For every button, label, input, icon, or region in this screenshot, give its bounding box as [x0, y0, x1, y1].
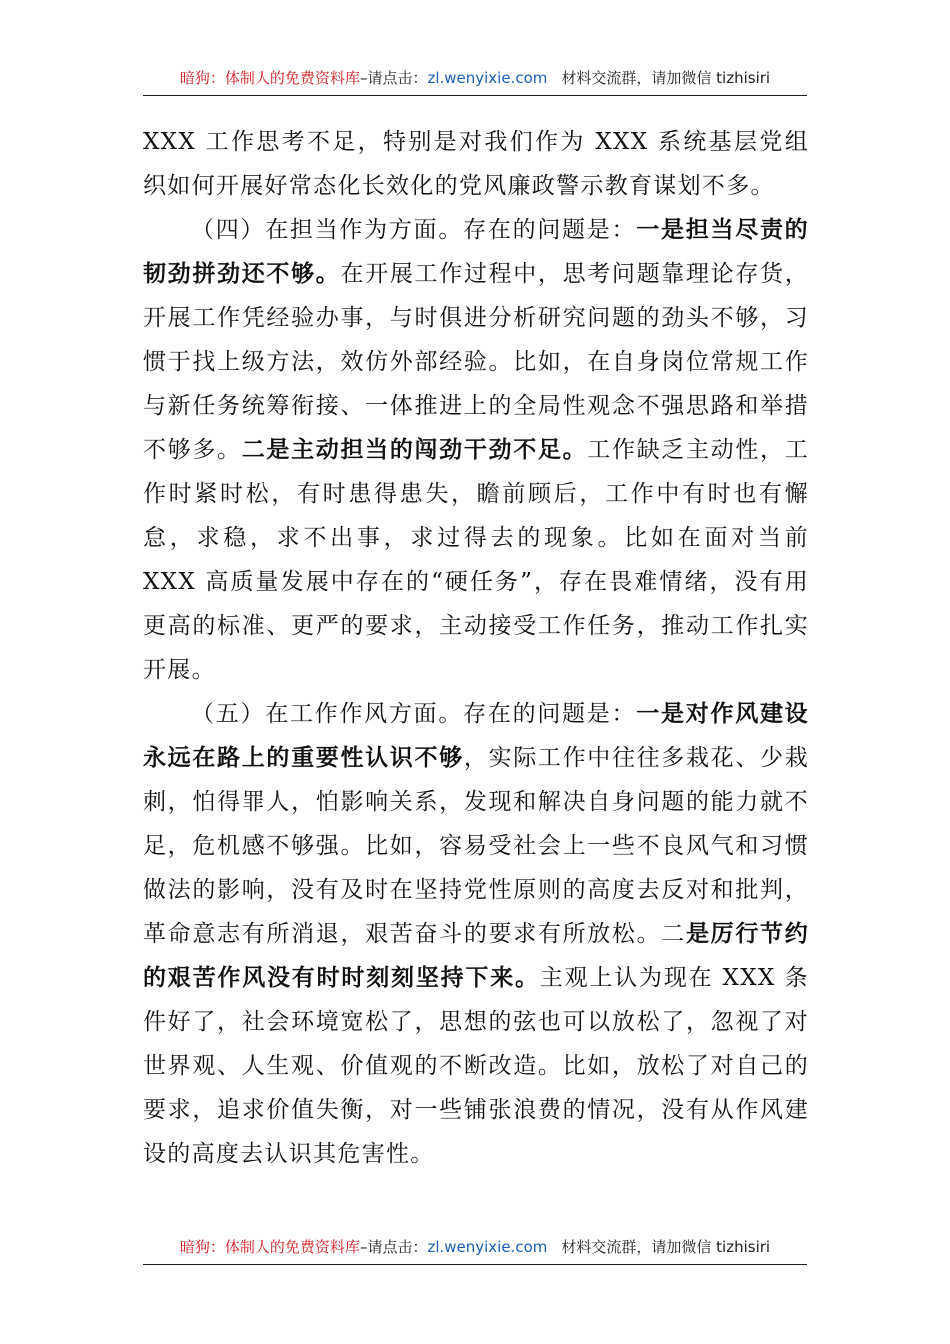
section-five-text-one: ，实际工作中往往多栽花、少栽刺，怕得罪人，怕影响关系，发现和解决自身问题的能力就不足，危机感不够强。比如，容易受社会上一些不良风气和习惯做法的影响，没有及时在坚持党性原则的高度去反对和批判，革命意志有所消退，艰苦奋斗的要求有所放松。二 — [143, 745, 810, 947]
section-four-text-one: 在开展工作过程中，思考问题靠理论存货，开展工作凭经验办事，与时俱进分析研究问题的劲头不够，习惯于找上级方法，效仿外部经验。比如，在自身岗位常规工作与新任务统筹衔接、一体推进上的全局性观念不强思路和举措不够多。 — [143, 261, 810, 463]
header-url-link[interactable]: zl.wenyixie.com — [427, 69, 548, 87]
section-four-text-two: 工作缺乏主动性，工作时紧时松，有时患得患失，瞻前顾后，工作中有时也有懈怠，求稳，求不出事，求过得去的现象。比如在面对当前 XXX 高质量发展中存在的“硬任务”，存在畏难情绪，没有用更高的标准、更严的要求，主动接受工作任务，推动工作扎实开展。 — [143, 437, 810, 683]
footer-wechat: 材料交流群，请加微信 tizhisiri — [561, 1238, 771, 1256]
page-footer — [143, 1234, 807, 1265]
section-four-point-two: 二是主动担当的闯劲干劲不足。 — [241, 436, 588, 463]
paragraph-section-five — [143, 692, 809, 1176]
page-header — [143, 65, 807, 96]
section-five-point-one: 一是对作风建设永远在路上的重要性认识不够 — [143, 700, 809, 771]
document-body — [143, 120, 809, 1176]
section-five-point-two: 是厉行节约的艰苦作风没有时时刻刻坚持下来。 — [143, 920, 809, 991]
footer-url-link[interactable]: zl.wenyixie.com — [427, 1238, 548, 1256]
section-five-lead: （五）在工作作风方面。存在的问题是： — [191, 701, 637, 727]
header-click-prefix: –请点击： — [359, 69, 428, 87]
paragraph-continuation: XXX 工作思考不足，特别是对我们作为 XXX 系统基层党组织如何开展好常态化长效化的党风廉政警示教育谋划不多。 — [143, 129, 809, 199]
section-four-point-one: 一是担当尽责的韧劲拼劲还不够。 — [143, 216, 809, 287]
paragraph-section-four — [143, 208, 809, 692]
footer-click-prefix: –请点击： — [359, 1238, 428, 1256]
section-four-lead: （四）在担当作为方面。存在的问题是： — [191, 217, 637, 243]
header-wechat: 材料交流群，请加微信 tizhisiri — [561, 69, 771, 87]
header-brand: 暗狗：体制人的免费资料库 — [179, 69, 360, 87]
section-five-text-two: 主观上认为现在 XXX 条件好了，社会环境宽松了，思想的弦也可以放松了，忽视了对世界观、人生观、价值观的不断改造。比如，放松了对自己的要求，追求价值失衡，对一些铺张浪费的情况，没有从作风建设的高度去认识其危害性。 — [143, 965, 809, 1167]
footer-brand: 暗狗：体制人的免费资料库 — [179, 1238, 360, 1256]
